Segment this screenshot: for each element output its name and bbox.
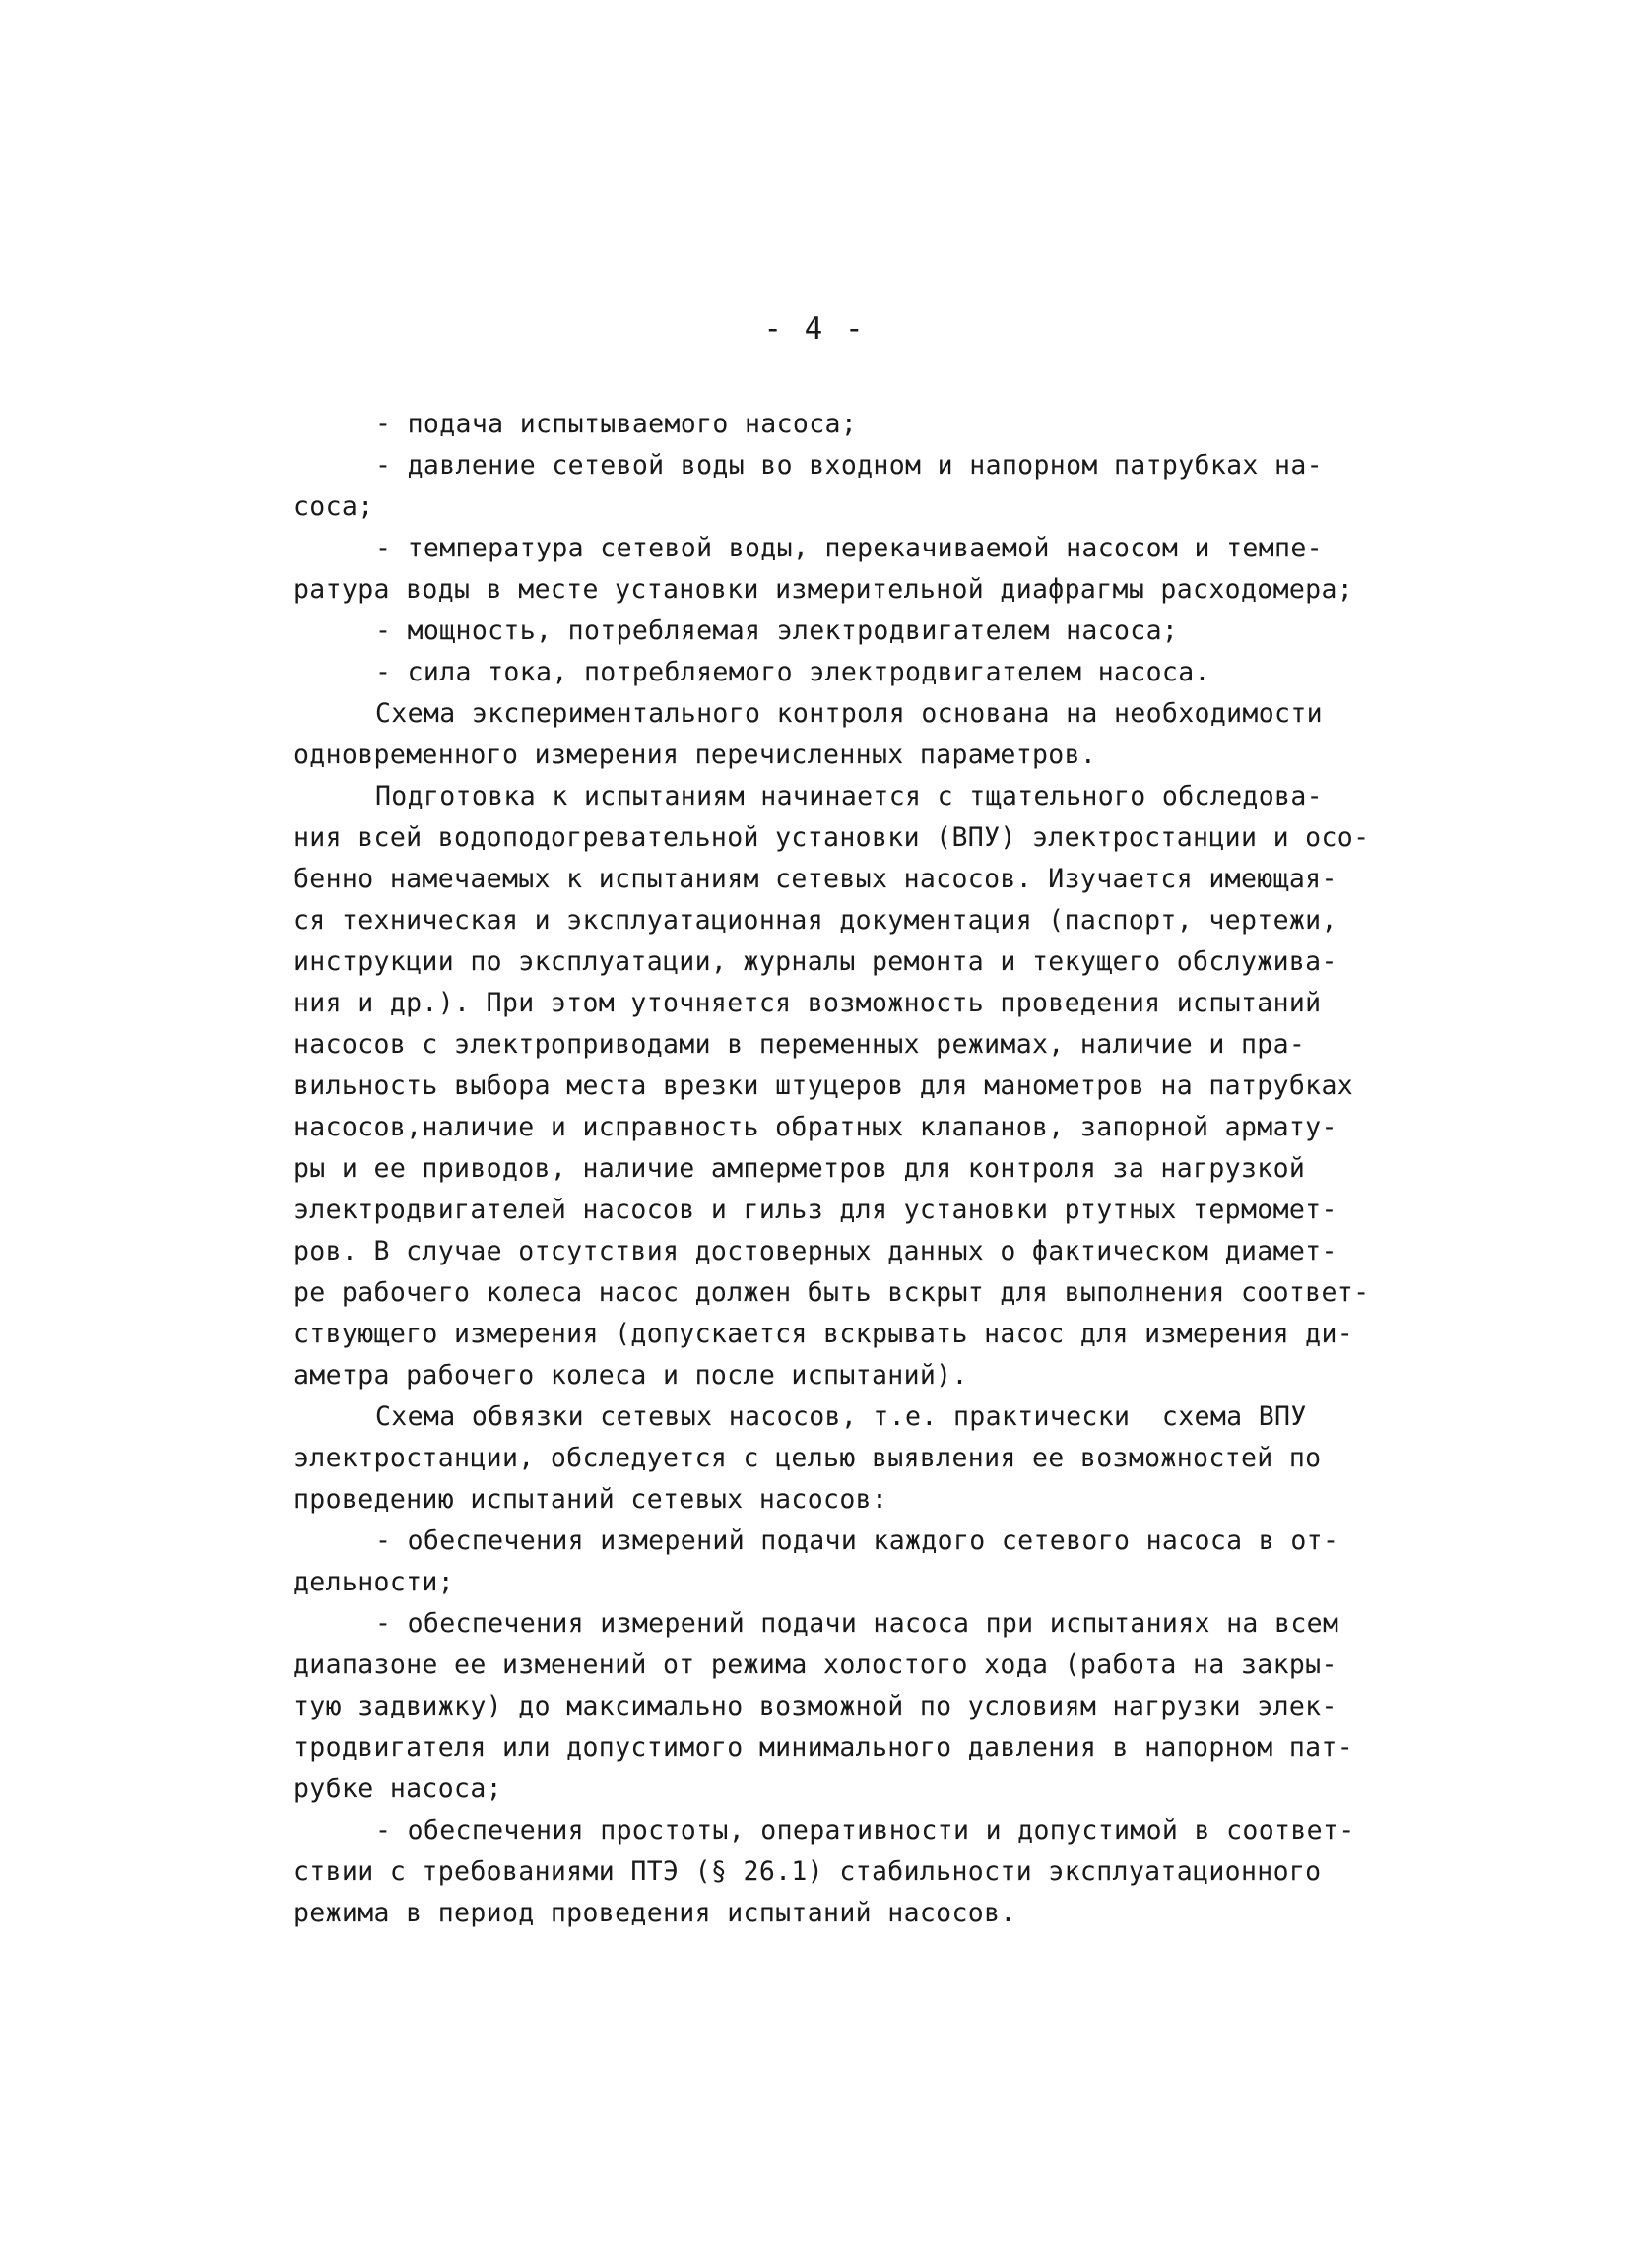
text-line: - обеспечения измерений подачи каждого сетевого насоса в от- [375, 1525, 1339, 1556]
text-line: электродвигателей насосов и гильз для установки ртутных термомет- [293, 1195, 1337, 1225]
text-line: режима в период проведения испытаний насосов. [293, 1898, 1016, 1928]
text-line: тродвигателя или допустимого минимального давления в напорном пат- [293, 1732, 1354, 1763]
text-line: ры и ее приводов, наличие амперметров для контроля за нагрузкой [293, 1153, 1306, 1184]
text-line: насосов,наличие и исправность обратных клапанов, запорной армату- [293, 1112, 1337, 1142]
text-line: - обеспечения измерений подачи насоса при испытаниях на всем [375, 1608, 1339, 1639]
text-line: ния всей водоподогревательной установки (ВПУ) электростанции и осо- [293, 822, 1370, 853]
text-line: проведению испытаний сетевых насосов: [293, 1484, 888, 1515]
text-line: соса; [293, 491, 374, 522]
text-line: вильность выбора места врезки штуцеров для манометров на патрубках [293, 1070, 1354, 1101]
text-line: - давление сетевой воды во входном и напорном патрубках на- [375, 450, 1323, 481]
text-line: ствии с требованиями ПТЭ (§ 26.1) стабильности эксплуатационного [293, 1856, 1322, 1887]
text-line: насосов с электроприводами в переменных режимах, наличие и пра- [293, 1029, 1306, 1060]
text-line: ся техническая и эксплуатационная документация (паспорт, чертежи, [293, 905, 1337, 936]
text-line: - мощность, потребляемая электродвигателем насоса; [375, 616, 1179, 646]
text-line: - температура сетевой воды, перекачиваемой насосом и темпе- [375, 533, 1323, 563]
text-line: Подготовка к испытаниям начинается с тщательного обследова- [375, 781, 1323, 811]
text-line: ствующего измерения (допускается вскрывать насос для измерения ди- [293, 1319, 1354, 1349]
text-line: инструкции по эксплуатации, журналы ремонта и текущего обслужива- [293, 946, 1337, 977]
text-line: бенно намечаемых к испытаниям сетевых насосов. Изучается имеющая- [293, 864, 1337, 894]
text-line: - подача испытываемого насоса; [375, 409, 858, 439]
text-line: ров. В случае отсутствия достоверных данных о фактическом диамет- [293, 1236, 1337, 1266]
text-line: рубке насоса; [293, 1774, 502, 1804]
text-line: - сила тока, потребляемого электродвигателем насоса. [375, 657, 1210, 687]
text-line: ре рабочего колеса насос должен быть вскрыт для выполнения соответ- [293, 1277, 1370, 1308]
text-line: Схема экспериментального контроля основана на необходимости [375, 698, 1323, 729]
text-line: тую задвижку) до максимально возможной по условиям нагрузки элек- [293, 1691, 1337, 1721]
text-line: диапазоне ее изменений от режима холостого хода (работа на закры- [293, 1650, 1337, 1680]
text-line: Схема обвязки сетевых насосов, т.е. практически схема ВПУ [375, 1401, 1307, 1432]
text-line: ратура воды в месте установки измерительной диафрагмы расходомера; [293, 574, 1354, 605]
text-line: дельности; [293, 1567, 455, 1597]
text-line: одновременного измерения перечисленных параметров. [293, 740, 1097, 770]
text-line: аметра рабочего колеса и после испытаний). [293, 1360, 968, 1391]
text-line: - обеспечения простоты, оперативности и допустимой в соответ- [375, 1815, 1355, 1846]
text-line: электростанции, обследуется с целью выявления ее возможностей по [293, 1443, 1322, 1473]
text-line: ния и др.). При этом уточняется возможность проведения испытаний [293, 988, 1322, 1018]
page-number: - 4 - [763, 311, 866, 347]
